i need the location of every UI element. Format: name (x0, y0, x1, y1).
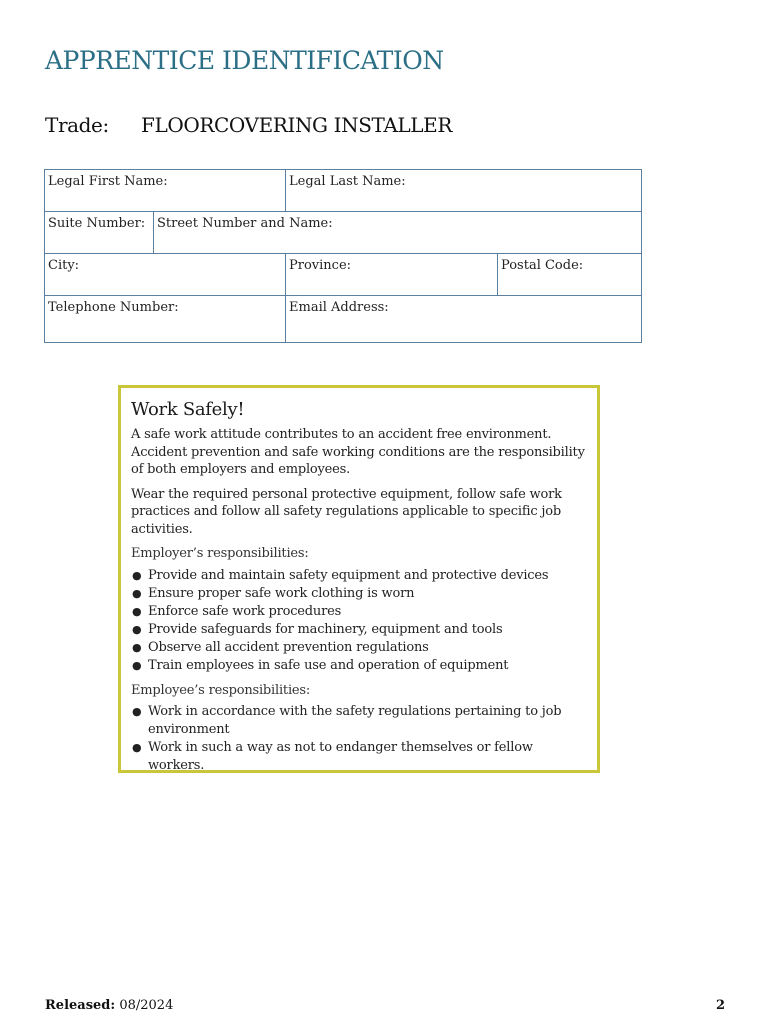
bullet-icon: ● (132, 741, 142, 754)
list-item: ● Observe all accident prevention regulations (132, 639, 429, 655)
released-date: 08/2024 (119, 998, 174, 1013)
release-info (45, 998, 173, 1013)
safety-title: Work Safely! (131, 399, 245, 420)
page-number: 2 (716, 998, 726, 1013)
apprentice-form-table (44, 169, 642, 343)
employer-responsibilities-list (131, 567, 587, 675)
list-item: ● Train employees in safe use and operation of equipment (132, 657, 509, 673)
legal-last-name-label: Legal Last Name: (289, 174, 406, 189)
province-field[interactable] (286, 254, 498, 296)
trade-label: Trade: (45, 113, 109, 137)
bullet-icon: ● (132, 705, 142, 718)
telephone-field[interactable] (45, 296, 286, 342)
list-item: ● Work in accordance with the safety regulations pertaining to job environment (132, 704, 562, 737)
safety-paragraph-2: Wear the required personal protective equipment, follow safe work practices and follow all safety regulations applicable to specific job activities. (131, 486, 562, 537)
bullet-icon: ● (132, 622, 142, 636)
list-item: ● Work in such a way as not to endanger themselves or fellow workers. (132, 740, 533, 773)
list-item: ● Provide and maintain safety equipment and protective devices (132, 567, 549, 583)
street-label: Street Number and Name: (157, 216, 333, 231)
suite-number-label: Suite Number: (48, 216, 146, 231)
list-item: ● Ensure proper safe work clothing is worn (132, 585, 415, 601)
telephone-label: Telephone Number: (48, 300, 179, 315)
bullet-icon: ● (132, 604, 142, 618)
email-label: Email Address: (289, 300, 389, 315)
trade-value: FLOORCOVERING INSTALLER (141, 113, 453, 137)
legal-first-name-field[interactable] (45, 170, 286, 212)
released-label: Released: (45, 998, 116, 1013)
suite-number-field[interactable] (45, 212, 154, 254)
work-safely-box (118, 385, 600, 773)
bullet-icon: ● (132, 658, 142, 672)
page-title: APPRENTICE IDENTIFICATION (45, 46, 444, 75)
bullet-icon: ● (132, 586, 142, 600)
employee-responsibilities-heading: Employee’s responsibilities: (131, 682, 311, 698)
list-item: ● Enforce safe work procedures (132, 603, 342, 619)
bullet-icon: ● (132, 640, 142, 654)
safety-paragraph-1: A safe work attitude contributes to an accident free environment. Accident prevention and safe working conditions are the responsibility of both employers and employees. (131, 427, 585, 477)
city-label: City: (48, 258, 80, 273)
street-field[interactable] (154, 212, 641, 254)
email-field[interactable] (286, 296, 641, 342)
employee-responsibilities-list (131, 703, 587, 775)
postal-code-field[interactable] (498, 254, 641, 296)
legal-first-name-label: Legal First Name: (48, 174, 168, 189)
postal-code-label: Postal Code: (501, 258, 584, 273)
legal-last-name-field[interactable] (286, 170, 641, 212)
bullet-icon: ● (132, 568, 142, 582)
list-item: ● Provide safeguards for machinery, equipment and tools (132, 621, 503, 637)
city-field[interactable] (45, 254, 286, 296)
province-label: Province: (289, 258, 352, 273)
employer-responsibilities-heading: Employer’s responsibilities: (131, 546, 309, 561)
